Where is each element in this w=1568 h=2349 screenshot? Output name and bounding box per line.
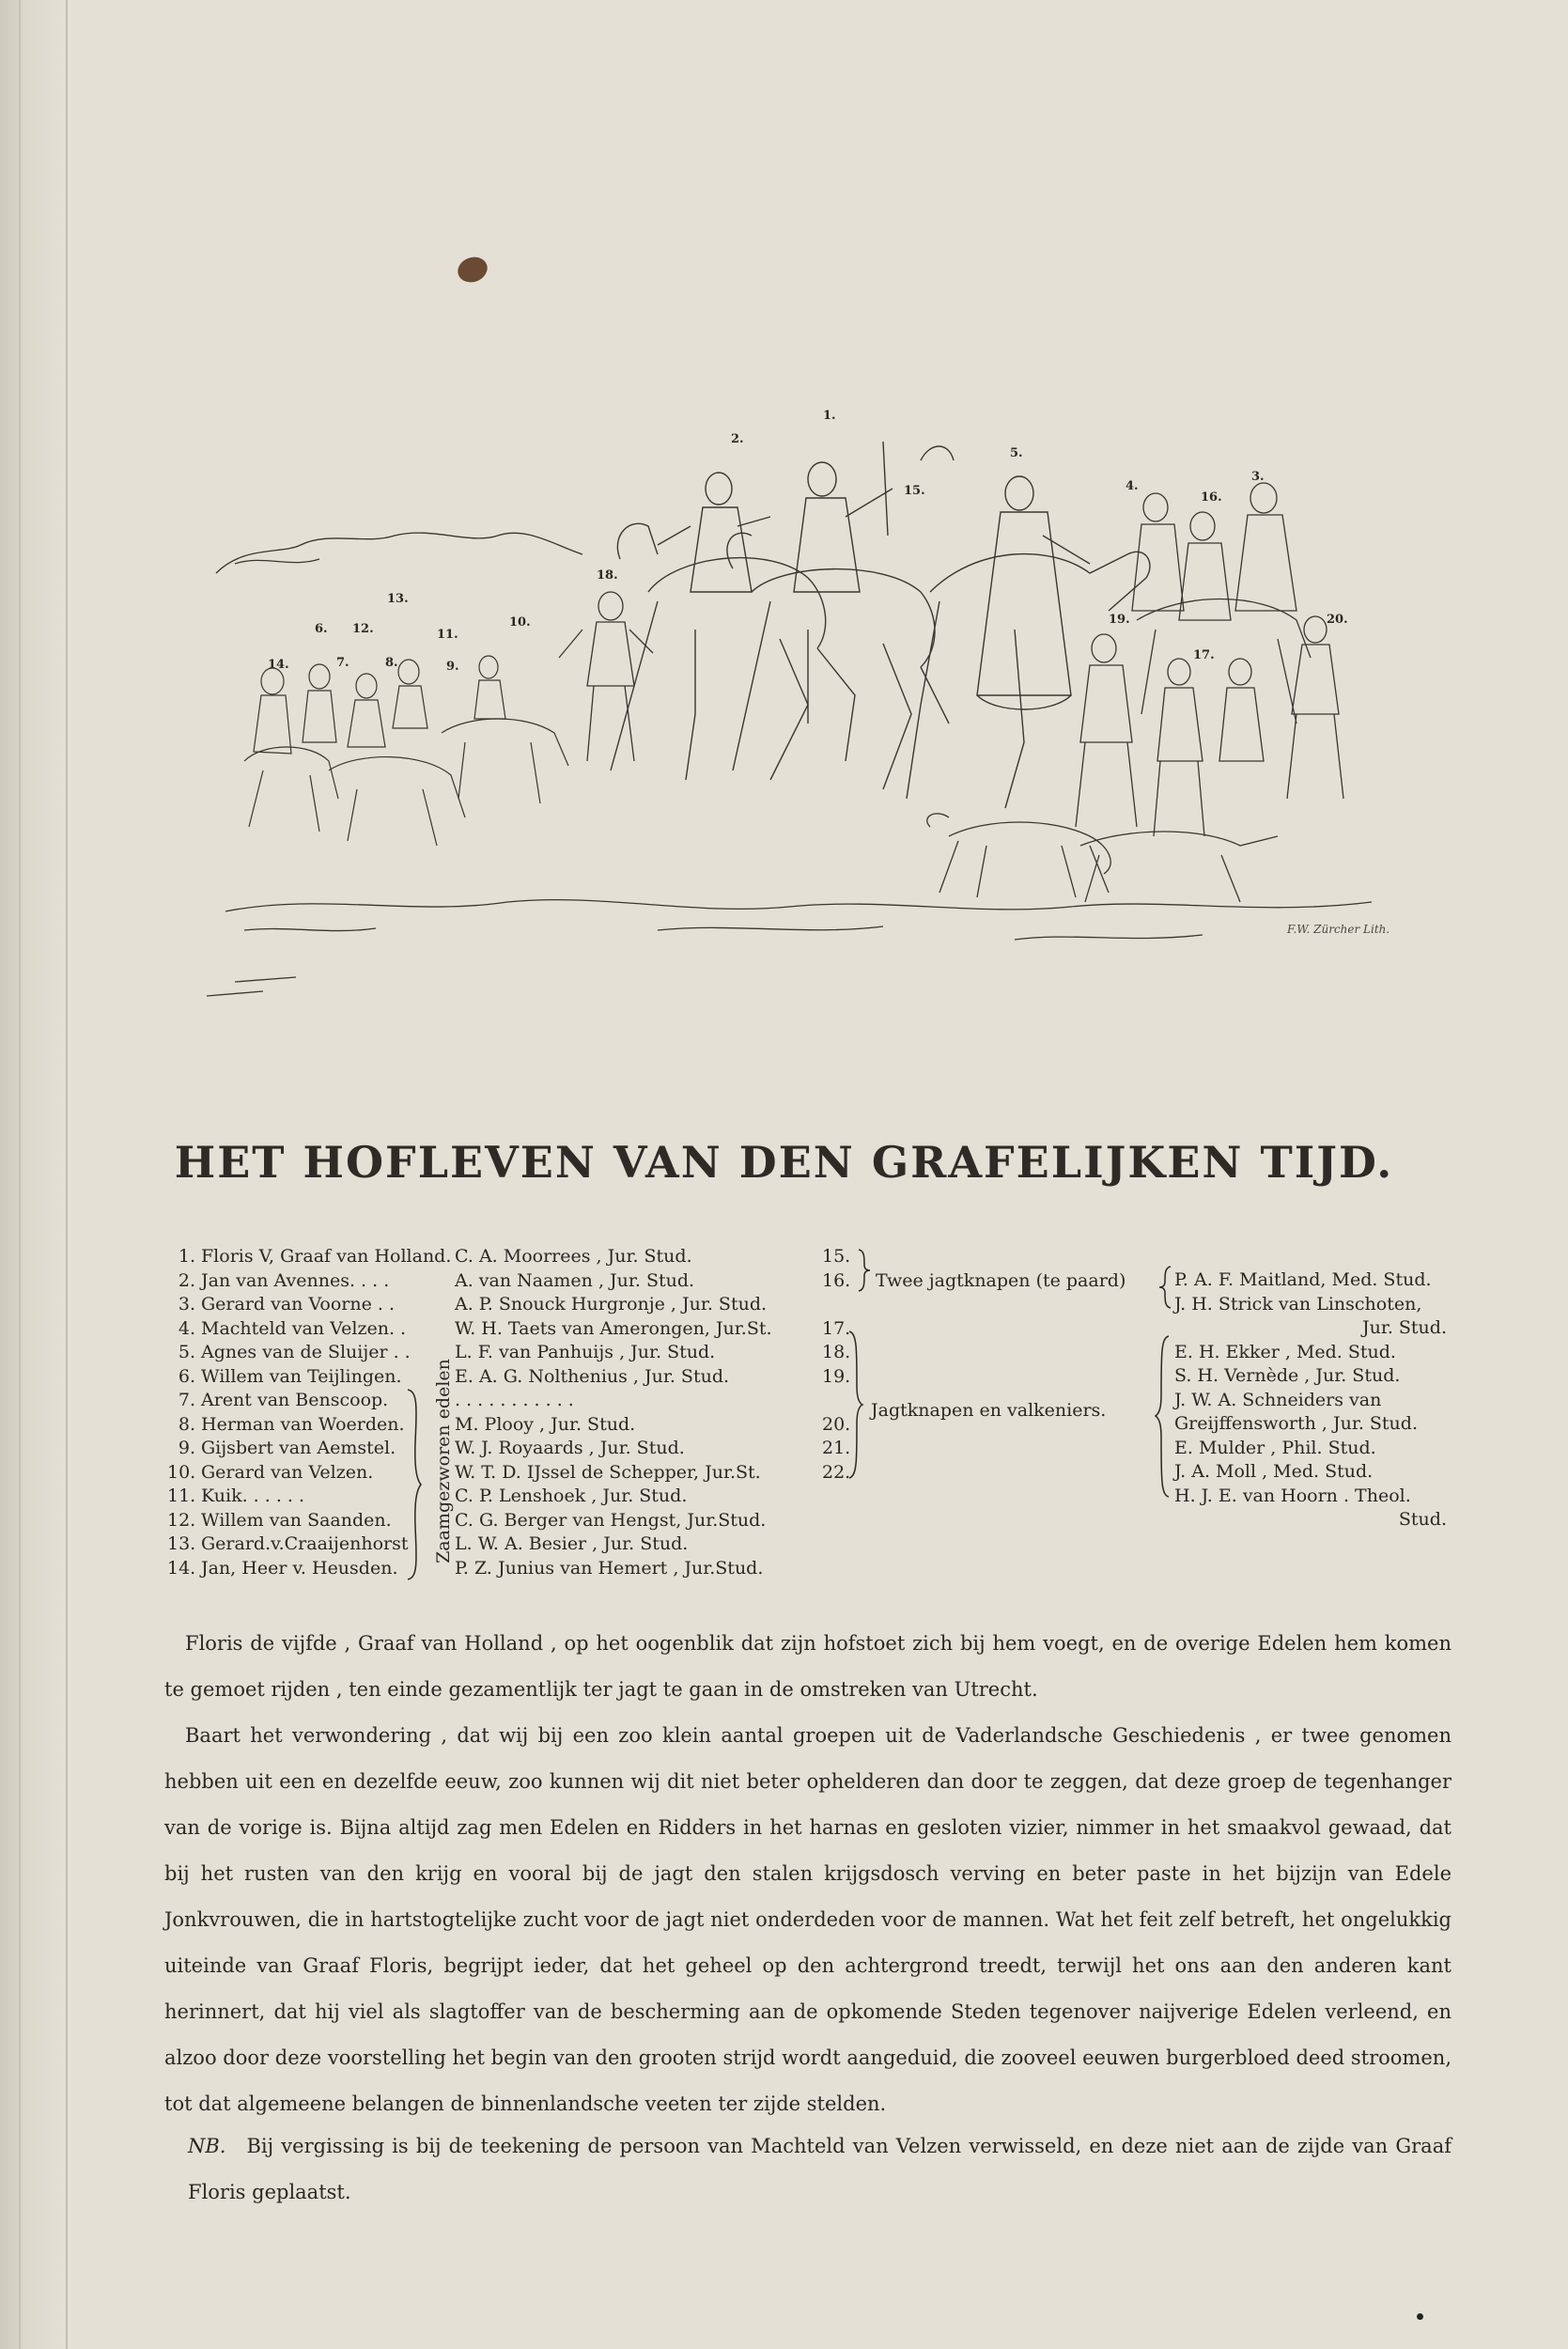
- figure-number: 9.: [446, 660, 459, 674]
- list-item: C. P. Lenshoek , Jur. Stud.: [455, 1486, 688, 1506]
- figure-number: 17.: [1193, 648, 1215, 662]
- list-item: 19.: [822, 1365, 851, 1387]
- list-item: L. F. van Panhuijs , Jur. Stud.: [455, 1342, 716, 1362]
- page-title: HET HOFLEVEN VAN DEN GRAFELIJKEN TIJD.: [174, 1137, 1394, 1188]
- list-item: S. H. Vernède , Jur. Stud.: [1174, 1365, 1401, 1386]
- list-item: W. T. D. IJssel de Schepper, Jur.St.: [455, 1461, 761, 1483]
- list-item: 11. Kuik. . . . . .: [167, 1486, 305, 1506]
- figure-number: 13.: [387, 592, 409, 606]
- figure-number: 16.: [1201, 490, 1222, 505]
- hunting-party-illustration: [207, 404, 1466, 1005]
- list-item: 4. Machteld van Velzen. .: [178, 1317, 407, 1339]
- body-text: [164, 1621, 1452, 2127]
- ink-stain: [455, 253, 491, 286]
- list-item: . . . . . . . . . . .: [455, 1390, 574, 1410]
- list-item: C. A. Moorrees , Jur. Stud.: [455, 1246, 692, 1267]
- list-item: 16.: [822, 1269, 851, 1291]
- list-item: 8. Herman van Woerden.: [178, 1413, 405, 1435]
- group2-right-brace: [1154, 1334, 1171, 1499]
- list-item: P. Z. Junius van Hemert , Jur.Stud.: [455, 1557, 764, 1579]
- group2-label: Jagtknapen en valkeniers.: [871, 1400, 1107, 1421]
- figure-number: 12.: [352, 622, 374, 636]
- list-item: Stud.: [1398, 1509, 1447, 1530]
- list-item: 18.: [822, 1342, 851, 1362]
- actor-list: [455, 1245, 812, 1580]
- list-item: [822, 1293, 850, 1317]
- list-item: 12. Willem van Saanden.: [167, 1509, 392, 1531]
- list-item: 14. Jan, Heer v. Heusden.: [167, 1557, 398, 1579]
- list-item: E. Mulder , Phil. Stud.: [1174, 1437, 1376, 1458]
- list-item: W. H. Taets van Amerongen, Jur.St.: [455, 1317, 772, 1339]
- right-actor-list: [1174, 1268, 1456, 1532]
- conspirators-label: Zaamgezworen edelen: [433, 1359, 454, 1563]
- list-item: E. A. G. Nolthenius , Jur. Stud.: [455, 1365, 730, 1387]
- list-item: Greijffensworth , Jur. Stud.: [1174, 1413, 1418, 1434]
- list-item: 3. Gerard van Voorne . .: [178, 1294, 396, 1315]
- right-number-list: [822, 1245, 850, 1485]
- figure-number: 3.: [1251, 470, 1265, 484]
- list-item: 6. Willem van Teijlingen.: [178, 1365, 402, 1387]
- list-item: 15.: [822, 1246, 851, 1267]
- list-item: [822, 1389, 850, 1413]
- group1-label: Twee jagtknapen (te paard): [876, 1270, 1126, 1291]
- list-item: 1. Floris V, Graaf van Holland.: [178, 1246, 452, 1267]
- list-item: J. H. Strick van Linschoten,: [1174, 1293, 1422, 1315]
- figure-number: 11.: [437, 628, 458, 642]
- list-item: E. H. Ekker , Med. Stud.: [1174, 1341, 1396, 1362]
- figure-number: 8.: [385, 656, 398, 670]
- list-item: H. J. E. van Hoorn . Theol.: [1174, 1485, 1411, 1506]
- list-item: 9. Gijsbert van Aemstel.: [178, 1438, 396, 1458]
- list-item: J. W. A. Schneiders van: [1174, 1389, 1382, 1410]
- group2-brace: [847, 1330, 864, 1480]
- list-item: 5. Agnes van de Sluijer . .: [178, 1342, 411, 1362]
- figure-number: 18.: [597, 568, 618, 583]
- figure-number: 15.: [904, 484, 925, 498]
- conspirators-brace: [404, 1386, 425, 1583]
- figure-number: 10.: [509, 615, 531, 630]
- list-item: M. Plooy , Jur. Stud.: [455, 1413, 636, 1435]
- list-item: 10. Gerard van Velzen.: [167, 1461, 374, 1483]
- figure-number: 19.: [1109, 613, 1130, 627]
- list-item: 20.: [822, 1413, 851, 1435]
- nb-note: [188, 2123, 1452, 2216]
- list-item: 2. Jan van Avennes. . . .: [178, 1269, 390, 1291]
- paragraph: Baart het verwondering , dat wij bij een zoo klein aantal groepen uit de Vaderlandsche Geschiedenis , er twee genomen hebben uit een en dezelfde eeuw, zoo kunnen wij dit niet beter ophelderen dan door te zeggen, dat deze groep de tegenhanger van de vorige is. Bijna altijd zag men Edelen en Ridders in het harnas en gesloten vizier, nimmer in het smaakvol gewaad, dat bij het rusten van den krijg en vooral bij de jagt den stalen krijgsdosch verving en beter paste in het bijzijn van Edele Jonkvrouwen, die in hartstogtelijke zucht voor de jagt niet onderdeden voor de mannen. Wat het feit zelf betreft, het ongelukkig uiteinde van Graaf Floris, begrijpt ieder, dat het geheel op den achtergrond treedt, terwijl het ons aan den anderen kant herinnert, dat hij viel als slagtoffer van de bescherming aan de opkomende Steden tegenover naijverige Edelen verleend, en alzoo door deze voorstelling het begin van den grooten strijd wordt aangeduid, die zooveel eeuwen burgerbloed deed stroomen, tot dat algemeene belangen de binnenlandsche veeten ter zijde stelden.: [164, 1724, 1452, 2115]
- list-item: C. G. Berger van Hengst, Jur.Stud.: [455, 1509, 767, 1531]
- list-item: W. J. Royaards , Jur. Stud.: [455, 1438, 685, 1458]
- lithographer-signature: F.W. Zürcher Lith.: [1287, 923, 1390, 936]
- illustration-drawing: [207, 404, 1466, 1005]
- ink-speck: [1417, 2313, 1423, 2320]
- list-item: 17.: [822, 1317, 851, 1339]
- figure-number: 20.: [1327, 613, 1348, 627]
- list-item: J. A. Moll , Med. Stud.: [1174, 1461, 1374, 1482]
- list-item: A. van Naamen , Jur. Stud.: [455, 1269, 695, 1291]
- nb-text: Bij vergissing is bij de teekening de persoon van Machteld van Velzen verwisseld, en deze niet aan de zijde van Graaf Floris geplaatst.: [188, 2135, 1452, 2203]
- list-item: L. W. A. Besier , Jur. Stud.: [455, 1533, 689, 1554]
- paragraph: Floris de vijfde , Graaf van Holland , op het oogenblik dat zijn hofstoet zich bij hem voegt, en de overige Edelen hem komen te gemoet rijden , ten einde gezamentlijk ter jagt te gaan in de omstreken van Utrecht.: [164, 1632, 1452, 1701]
- figure-number: 5.: [1010, 446, 1023, 460]
- list-item: A. P. Snouck Hurgronje , Jur. Stud.: [455, 1294, 768, 1315]
- group1-brace: [857, 1248, 872, 1293]
- group1-right-brace: [1157, 1265, 1172, 1310]
- list-item: 13. Gerard.v.Craaijenhorst: [167, 1533, 409, 1554]
- list-item: 22.: [822, 1461, 851, 1483]
- figure-number: 2.: [731, 432, 744, 446]
- figure-number: 4.: [1126, 479, 1139, 493]
- figure-number: 1.: [823, 409, 836, 423]
- list-item: P. A. F. Maitland, Med. Stud.: [1174, 1269, 1432, 1290]
- list-item: 7. Arent van Benscoop.: [178, 1390, 389, 1410]
- list-item: 21.: [822, 1438, 851, 1458]
- list-item: Jur. Stud.: [1361, 1317, 1447, 1338]
- figure-number: 14.: [268, 658, 289, 672]
- nb-label: NB.: [188, 2135, 226, 2157]
- figure-number: 7.: [336, 656, 349, 670]
- figure-number: 6.: [315, 622, 328, 636]
